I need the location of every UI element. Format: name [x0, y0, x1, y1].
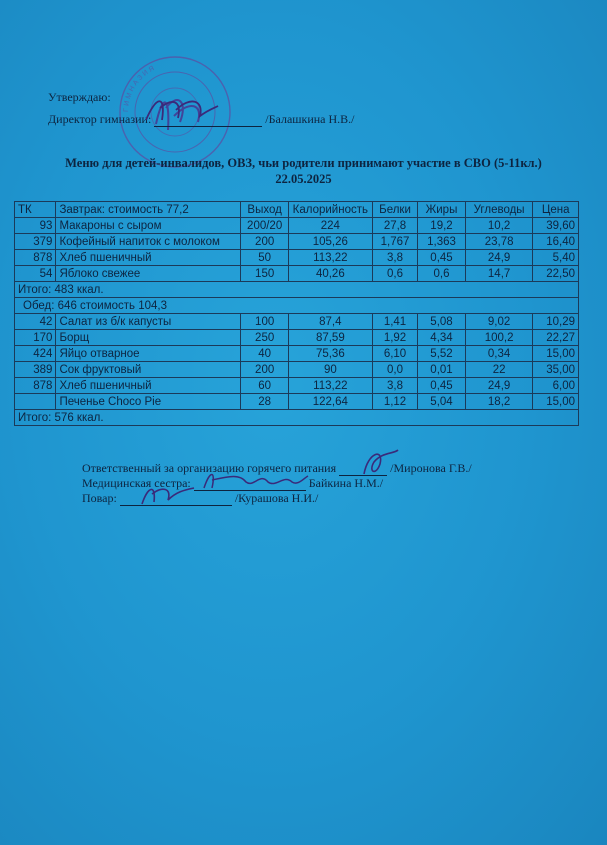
cell-name: Макароны с сыром: [56, 218, 241, 234]
cell-price: 10,29: [533, 314, 579, 330]
cell-output: 200: [241, 362, 289, 378]
cell-name: Печенье Choco Pie: [56, 394, 241, 410]
cell-tk: 389: [15, 362, 56, 378]
cell-fats: 5,08: [418, 314, 466, 330]
menu-table: [14, 201, 579, 426]
menu-title: Меню для детей-инвалидов, ОВЗ, чьи родители принимают участие в СВО (5-11кл.): [65, 156, 542, 170]
cell-output: 200/20: [241, 218, 289, 234]
cell-price: 16,40: [533, 234, 579, 250]
header-carbs: Углеводы: [465, 202, 533, 218]
cell-fats: 4,34: [418, 330, 466, 346]
responsible-signature: [358, 446, 404, 480]
cell-calories: 40,26: [288, 266, 372, 282]
cell-calories: 87,4: [288, 314, 372, 330]
cell-proteins: 3,8: [372, 250, 417, 266]
cell-output: 150: [241, 266, 289, 282]
cell-calories: 75,36: [288, 346, 372, 362]
approve-line-1: Утверждаю:: [48, 90, 111, 104]
cell-name: Сок фруктовый: [56, 362, 241, 378]
cell-proteins: 0,0: [372, 362, 417, 378]
director-signature: [142, 90, 222, 128]
cell-carbs: 0,34: [465, 346, 533, 362]
cell-tk: 878: [15, 378, 56, 394]
cell-carbs: 100,2: [465, 330, 533, 346]
cell-carbs: 22: [465, 362, 533, 378]
cell-output: 28: [241, 394, 289, 410]
cell-fats: 5,04: [418, 394, 466, 410]
cell-carbs: 23,78: [465, 234, 533, 250]
cell-tk: 42: [15, 314, 56, 330]
breakfast-total: Итого: 483 ккал.: [15, 282, 579, 298]
cell-fats: 5,52: [418, 346, 466, 362]
cell-fats: 1,363: [418, 234, 466, 250]
stamp-text: ГИМНАЗИЯ: [122, 64, 158, 113]
cell-calories: 122,64: [288, 394, 372, 410]
cell-output: 200: [241, 234, 289, 250]
lunch-total: Итого: 576 ккал.: [15, 410, 579, 426]
cell-output: 100: [241, 314, 289, 330]
cell-tk: 424: [15, 346, 56, 362]
cell-tk: 93: [15, 218, 56, 234]
cell-fats: 19,2: [418, 218, 466, 234]
cell-proteins: 1,41: [372, 314, 417, 330]
cell-fats: 0,01: [418, 362, 466, 378]
table-header-row: [15, 202, 579, 218]
table-row: [15, 346, 579, 362]
cell-calories: 224: [288, 218, 372, 234]
nurse-signature: [200, 466, 312, 494]
table-row: [15, 378, 579, 394]
lunch-header-row: [15, 298, 579, 314]
cell-carbs: 18,2: [465, 394, 533, 410]
cell-price: 15,00: [533, 346, 579, 362]
cell-name: Хлеб пшеничный: [56, 378, 241, 394]
lunch-total-row: [15, 410, 579, 426]
cell-fats: 0,45: [418, 250, 466, 266]
cell-price: 5,40: [533, 250, 579, 266]
cell-proteins: 27,8: [372, 218, 417, 234]
cell-carbs: 24,9: [465, 250, 533, 266]
cell-price: 39,60: [533, 218, 579, 234]
table-row: [15, 362, 579, 378]
footer-nurse: Медицинская сестра: Байкина Н.М./: [82, 476, 384, 490]
cell-carbs: 10,2: [465, 218, 533, 234]
cell-carbs: 9,02: [465, 314, 533, 330]
cell-price: 22,50: [533, 266, 579, 282]
table-row: [15, 266, 579, 282]
footer-cook: Повар: /Курашова Н.И./: [82, 491, 319, 505]
cell-tk: [15, 394, 56, 410]
cell-name: Хлеб пшеничный: [56, 250, 241, 266]
cell-tk: 170: [15, 330, 56, 346]
cell-calories: 113,22: [288, 378, 372, 394]
cell-carbs: 24,9: [465, 378, 533, 394]
header-proteins: Белки: [372, 202, 417, 218]
cell-proteins: 3,8: [372, 378, 417, 394]
cell-proteins: 1,92: [372, 330, 417, 346]
table-row: [15, 234, 579, 250]
header-fats: Жиры: [418, 202, 466, 218]
breakfast-rows: [15, 218, 579, 282]
cell-tk: 379: [15, 234, 56, 250]
table-row: [15, 330, 579, 346]
footer-responsible: Ответственный за организацию горячего питания /Миронова Г.В./: [82, 461, 472, 475]
approve-line-2: Директор гимназии: /Балашкина Н.В./: [48, 112, 355, 126]
cell-carbs: 14,7: [465, 266, 533, 282]
menu-date: 22.05.2025: [275, 172, 332, 186]
cell-name: Яблоко свежее: [56, 266, 241, 282]
cell-calories: 113,22: [288, 250, 372, 266]
cell-proteins: 1,12: [372, 394, 417, 410]
table-row: [15, 314, 579, 330]
cell-name: Салат из б/к капусты: [56, 314, 241, 330]
header-calories: Калорийность: [288, 202, 372, 218]
cell-name: Яйцо отварное: [56, 346, 241, 362]
cell-output: 40: [241, 346, 289, 362]
cell-tk: 54: [15, 266, 56, 282]
cell-proteins: 6,10: [372, 346, 417, 362]
cell-tk: 878: [15, 250, 56, 266]
cell-proteins: 1,767: [372, 234, 417, 250]
header-output: Выход: [241, 202, 289, 218]
header-tk: ТК: [15, 202, 56, 218]
header-price: Цена: [533, 202, 579, 218]
cell-price: 35,00: [533, 362, 579, 378]
cell-output: 60: [241, 378, 289, 394]
cell-fats: 0,45: [418, 378, 466, 394]
cell-price: 22,27: [533, 330, 579, 346]
breakfast-total-row: [15, 282, 579, 298]
cell-name: Кофейный напиток с молоком: [56, 234, 241, 250]
cell-fats: 0,6: [418, 266, 466, 282]
table-row: [15, 218, 579, 234]
cell-calories: 105,26: [288, 234, 372, 250]
cell-price: 15,00: [533, 394, 579, 410]
lunch-rows: [15, 314, 579, 410]
cook-signature: [138, 480, 198, 508]
cell-output: 50: [241, 250, 289, 266]
cell-name: Борщ: [56, 330, 241, 346]
header-breakfast: Завтрак: стоимость 77,2: [56, 202, 241, 218]
cell-calories: 87,59: [288, 330, 372, 346]
cell-proteins: 0,6: [372, 266, 417, 282]
table-row: [15, 394, 579, 410]
cell-calories: 90: [288, 362, 372, 378]
lunch-header: Обед: 646 стоимость 104,3: [15, 298, 579, 314]
table-row: [15, 250, 579, 266]
cell-output: 250: [241, 330, 289, 346]
cell-price: 6,00: [533, 378, 579, 394]
